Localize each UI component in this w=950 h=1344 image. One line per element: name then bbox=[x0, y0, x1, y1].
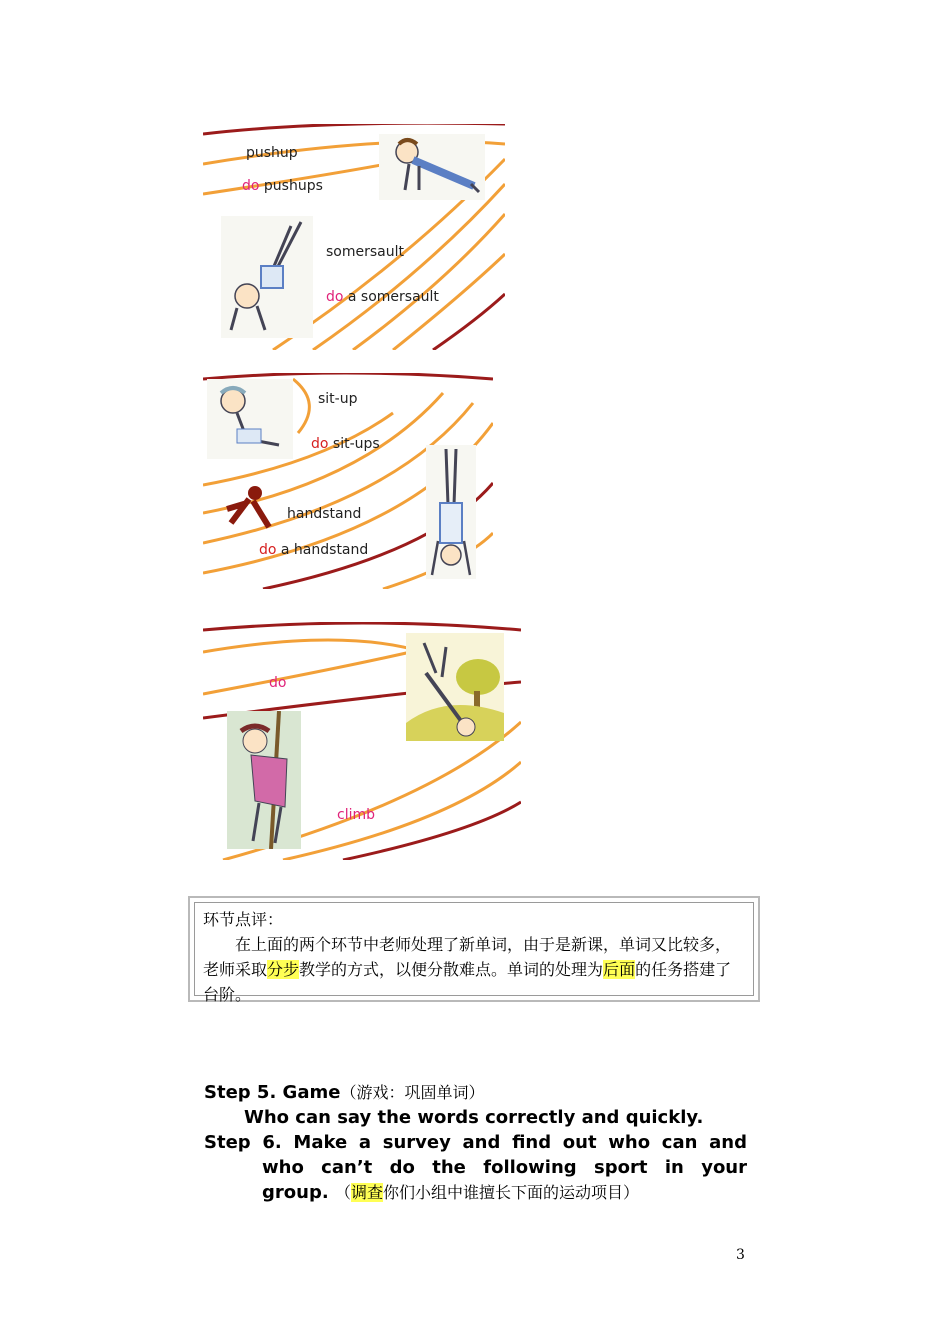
section-comment-box bbox=[188, 896, 760, 1002]
comment-content bbox=[194, 902, 754, 1004]
word-situp: sit-up bbox=[318, 391, 358, 407]
step6-paren: （ bbox=[334, 1183, 351, 1202]
comment-text-a: 在上面的两个环节中老师处理了新单词，由于是新课，单词又比较多，老师采取 bbox=[203, 935, 732, 979]
boy-pushup-image bbox=[379, 134, 485, 200]
boy-handstand-image bbox=[426, 445, 476, 579]
step5-chinese: （游戏：巩固单词） bbox=[340, 1083, 485, 1102]
girl-situp-image bbox=[207, 379, 293, 459]
step5-title: Step 5. Game bbox=[204, 1082, 341, 1103]
phrase-rest: sit-ups bbox=[328, 436, 380, 452]
step6-group: group. bbox=[262, 1182, 329, 1203]
highlight-diaocha: 调查 bbox=[350, 1183, 383, 1202]
highlight-hou: 后 bbox=[603, 960, 620, 979]
do-word: do bbox=[259, 542, 277, 558]
runner-silhouette-image bbox=[217, 483, 283, 533]
phrase-do-somersault bbox=[326, 289, 439, 305]
comment-body bbox=[203, 932, 745, 1007]
word-pushup: pushup bbox=[246, 145, 298, 161]
phrase-rest: pushups bbox=[259, 178, 323, 194]
label-do bbox=[269, 675, 286, 691]
slide-situp-handstand bbox=[203, 373, 493, 589]
do-word: do bbox=[269, 675, 287, 691]
page-number: 3 bbox=[736, 1247, 745, 1263]
step5-line bbox=[204, 1080, 747, 1105]
label-climb bbox=[337, 807, 375, 823]
steps-section bbox=[204, 1080, 747, 1205]
phrase-do-pushups bbox=[242, 178, 323, 194]
step6-line3 bbox=[204, 1180, 747, 1205]
highlight-fenbu: 分步 bbox=[267, 960, 300, 979]
step6-line1: Step 6. Make a survey and find out who can and bbox=[204, 1132, 747, 1153]
boy-somersault-image bbox=[221, 216, 313, 338]
highlight-mian: 面 bbox=[619, 960, 636, 979]
comment-title: 环节点评： bbox=[203, 910, 284, 929]
word-somersault: somersault bbox=[326, 244, 404, 260]
slide-pushup-somersault bbox=[203, 124, 505, 350]
do-word: do bbox=[326, 289, 344, 305]
step5-instruction: Who can say the words correctly and quickly. bbox=[244, 1107, 704, 1128]
phrase-do-situps bbox=[311, 436, 380, 452]
boy-cartwheel-image bbox=[406, 633, 504, 741]
phrase-do-handstand bbox=[259, 542, 368, 558]
step6-chinese: 你们小组中谁擅长下面的运动项目） bbox=[382, 1183, 639, 1202]
slide-cartwheel-climb bbox=[203, 622, 521, 860]
phrase-rest: a handstand bbox=[276, 542, 369, 558]
word-handstand: handstand bbox=[287, 506, 362, 522]
step6-line2: who can’t do the following sport in your bbox=[262, 1157, 747, 1178]
comment-text-b: 教学的方式，以便分散难点。单词的处理为 bbox=[299, 960, 604, 979]
climb-word: climb bbox=[337, 807, 376, 823]
do-word: do bbox=[311, 436, 329, 452]
girl-climbing-rope-image bbox=[227, 711, 301, 849]
do-word: do bbox=[242, 178, 260, 194]
comment-text-c: 的任务搭建了台阶。 bbox=[203, 960, 732, 1004]
phrase-rest: a somersault bbox=[343, 289, 439, 305]
